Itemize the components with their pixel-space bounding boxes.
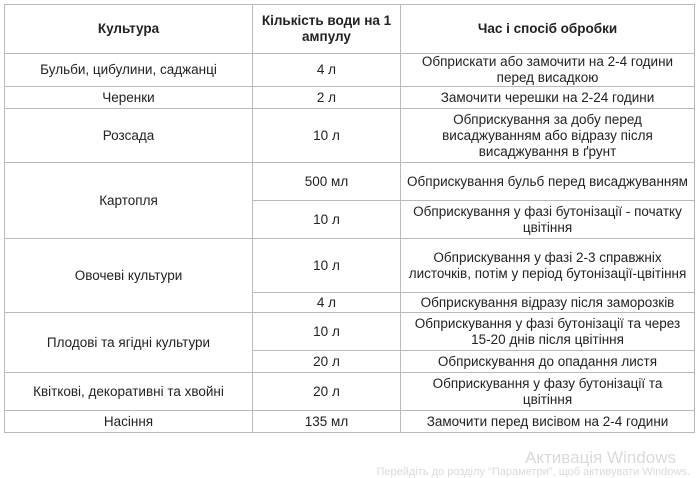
- culture-cell: Овочеві культури: [5, 239, 253, 313]
- water-cell: 10 л: [253, 201, 401, 239]
- method-cell: Обприскування у фазі бутонізації - початку цвітіння: [401, 201, 695, 239]
- method-cell: Обприскування у фазу бутонізації та цвітіння: [401, 373, 695, 411]
- method-cell: Замочити перед висівом на 2-4 години: [401, 411, 695, 433]
- culture-cell: Квіткові, декоративні та хвойні: [5, 373, 253, 411]
- water-cell: 4 л: [253, 54, 401, 87]
- culture-cell: Розсада: [5, 109, 253, 163]
- culture-cell: Насіння: [5, 411, 253, 433]
- treatment-table: [4, 4, 695, 433]
- water-cell: 10 л: [253, 109, 401, 163]
- water-cell: 4 л: [253, 293, 401, 313]
- culture-cell: Плодові та ягідні культури: [5, 313, 253, 373]
- method-cell: Обприскування у фазі бутонізації та через 15-20 днів після цвітіння: [401, 313, 695, 351]
- windows-activation-subtitle: Перейдіть до розділу "Параметри", щоб активувати Windows.: [376, 466, 690, 478]
- method-cell: Обприскування бульб перед висаджуванням: [401, 163, 695, 201]
- header-row: [5, 5, 695, 54]
- method-cell: Обприскати або замочити на 2-4 години перед висадкою: [401, 54, 695, 87]
- water-cell: 20 л: [253, 351, 401, 373]
- header-method: Час і спосіб обробки: [401, 5, 695, 54]
- header-culture: Культура: [5, 5, 253, 54]
- culture-cell: Черенки: [5, 87, 253, 109]
- table-row: [5, 411, 695, 433]
- windows-activation-watermark: Активація Windows: [525, 448, 676, 467]
- water-cell: 10 л: [253, 239, 401, 293]
- water-cell: 135 мл: [253, 411, 401, 433]
- table-row: [5, 239, 695, 293]
- method-cell: Обприскування відразу після заморозків: [401, 293, 695, 313]
- water-cell: 10 л: [253, 313, 401, 351]
- water-cell: 2 л: [253, 87, 401, 109]
- header-water: Кількість води на 1 ампулу: [253, 5, 401, 54]
- table-row: [5, 87, 695, 109]
- table-row: [5, 54, 695, 87]
- table-row: [5, 373, 695, 411]
- table-row: [5, 313, 695, 351]
- method-cell: Обприскування у фазі 2-3 справжніх листочків, потім у період бутонізації-цвітіння: [401, 239, 695, 293]
- culture-cell: Картопля: [5, 163, 253, 239]
- method-cell: Обприскування до опадання листя: [401, 351, 695, 373]
- culture-cell: Бульби, цибулини, саджанці: [5, 54, 253, 87]
- water-cell: 500 мл: [253, 163, 401, 201]
- method-cell: Обприскування за добу перед висаджуванням або відразу після висаджування в ґрунт: [401, 109, 695, 163]
- table-row: [5, 163, 695, 201]
- method-cell: Замочити черешки на 2-24 години: [401, 87, 695, 109]
- table-row: [5, 109, 695, 163]
- water-cell: 20 л: [253, 373, 401, 411]
